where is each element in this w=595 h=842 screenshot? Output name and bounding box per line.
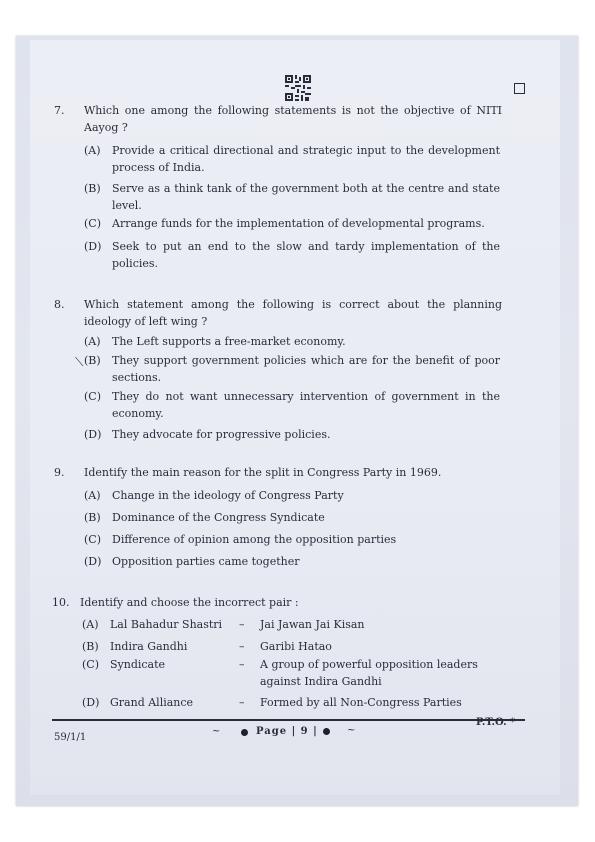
- pair-left: Lal Bahadur Shastri: [110, 618, 223, 631]
- question-number: 10.: [52, 596, 70, 609]
- qr-code: [285, 75, 311, 101]
- pair-dash: –: [239, 658, 245, 671]
- option-text: Dominance of the Congress Syndicate: [112, 511, 325, 524]
- option-label: (D): [84, 428, 102, 441]
- option-label: (B): [84, 511, 101, 524]
- paper-code: 59/1/1: [54, 732, 87, 743]
- footer-dot-right: [323, 728, 330, 735]
- footer-tilde-left: ~: [212, 726, 221, 737]
- question-text: Which statement among the following is correct about the planning ideology of left wing ?: [84, 298, 502, 328]
- option-text: They advocate for progressive policies.: [112, 428, 331, 441]
- pair-dash: –: [239, 618, 245, 631]
- pair-label: (A): [82, 618, 99, 631]
- pair-label: (B): [82, 640, 99, 653]
- footer-dot-left: [241, 729, 248, 736]
- option-label: (C): [84, 390, 101, 403]
- option-text: They support government policies which are for the benefit of poor sections.: [112, 354, 500, 384]
- pair-right: Formed by all Non-Congress Parties: [260, 696, 462, 709]
- pair-label: (C): [82, 658, 99, 671]
- footer-rule: [52, 719, 525, 721]
- option-text: Opposition parties came together: [112, 555, 300, 568]
- option-label: (D): [84, 555, 102, 568]
- question-text: Identify the main reason for the split in Congress Party in 1969.: [84, 466, 442, 479]
- pen-tick-mark: ⟍: [75, 355, 84, 369]
- option-label: (D): [84, 240, 102, 253]
- pair-dash: –: [239, 640, 245, 653]
- pair-right: A group of powerful opposition leaders against Indira Gandhi: [260, 658, 478, 688]
- question-text: Identify and choose the incorrect pair :: [80, 596, 299, 609]
- pair-right: Jai Jawan Jai Kisan: [260, 618, 365, 631]
- option-text: Provide a critical directional and strategic input to the development process of India.: [112, 144, 500, 174]
- option-label: (B): [84, 182, 101, 195]
- footer-tilde-right: ~: [347, 725, 356, 736]
- pair-dash: –: [239, 696, 245, 709]
- question-number: 8.: [54, 298, 65, 311]
- option-text: Seek to put an end to the slow and tardy implementation of the policies.: [112, 240, 500, 270]
- pair-left: Grand Alliance: [110, 696, 194, 709]
- pair-right: Garibi Hatao: [260, 640, 332, 653]
- option-label: (C): [84, 217, 101, 230]
- option-label: (B): [84, 354, 101, 367]
- option-text: Difference of opinion among the opposition parties: [112, 533, 397, 546]
- option-text: They do not want unnecessary intervention of government in the economy.: [112, 390, 500, 420]
- pto-label: P.T.O. *: [476, 717, 516, 728]
- option-text: Arrange funds for the implementation of developmental programs.: [112, 217, 485, 230]
- option-label: (A): [84, 335, 101, 348]
- option-label: (A): [84, 489, 101, 502]
- option-label: (A): [84, 144, 101, 157]
- pair-label: (D): [82, 696, 100, 709]
- option-text: Serve as a think tank of the government both at the centre and state level.: [112, 182, 500, 212]
- option-label: (C): [84, 533, 101, 546]
- question-text: Which one among the following statements is not the objective of NITI Aayog ?: [84, 104, 502, 134]
- page-number: Page | 9 |: [256, 726, 318, 737]
- question-number: 7.: [54, 104, 65, 117]
- option-text: Change in the ideology of Congress Party: [112, 489, 344, 502]
- option-text: The Left supports a free-market economy.: [112, 335, 346, 348]
- question-number: 9.: [54, 466, 65, 479]
- pair-left: Syndicate: [110, 658, 166, 671]
- corner-checkbox: [514, 83, 525, 94]
- pair-left: Indira Gandhi: [110, 640, 188, 653]
